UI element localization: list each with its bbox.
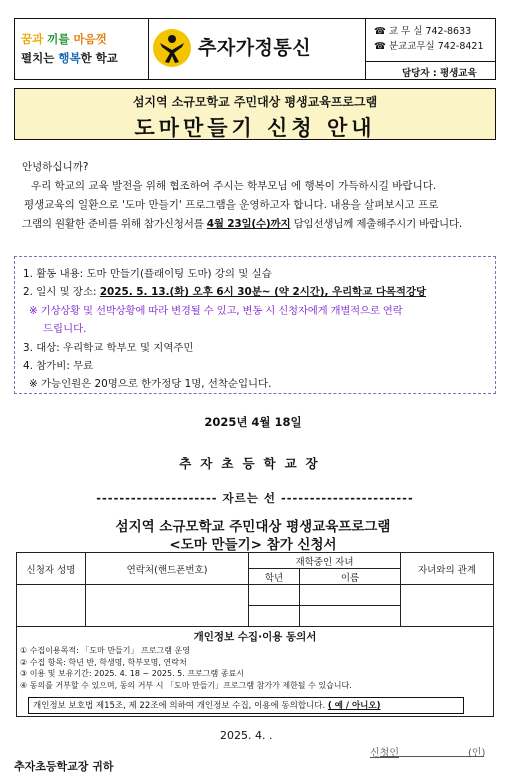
paragraph [22, 215, 488, 234]
manager-label: 담당자 : 평생교육 [365, 61, 495, 79]
form-title: 섬지역 소규모학교 주민대상 평생교육프로그램 [115, 519, 391, 535]
form-subtitle: <도마 만들기> 참가 신청서 [169, 537, 337, 553]
deadline: 4월 23일(수)까지 [206, 218, 291, 230]
phone-office: ☎ 교 무 실 742-8633 [374, 26, 472, 37]
paragraph-text: 그램의 원활한 준비를 위해 참가신청서를 [22, 218, 204, 230]
paragraph-text: 담임선생님께 제출해주시기 바랍니다. [293, 218, 463, 230]
school-slogan [15, 19, 149, 79]
detail-note: ※ 기상상황 및 선박상황에 따라 변경될 수 있고, 변동 시 신청자에게 개별적으로 연락 [29, 304, 403, 317]
consent-item: ③ 이용 및 보유기간: 2025. 4. 18 ~ 2025. 5. 프로그램 종료시 [20, 669, 244, 678]
school-logo-icon [152, 28, 192, 68]
paragraph: 우리 학교의 교육 발전을 위해 협조하여 주시는 학부모님 에 행복이 가득하시길 바랍니다. [31, 180, 437, 192]
consent-title: 개인정보 수집·이용 동의서 [193, 631, 317, 643]
input-contact[interactable] [86, 585, 249, 627]
banner-title: 도마만들기 신청 안내 [134, 116, 376, 140]
header-relation: 자녀와의 관계 [401, 553, 494, 585]
greeting: 안녕하십니까? [22, 161, 89, 173]
input-child-name[interactable] [300, 585, 401, 606]
slogan-word: 마음껏 [73, 32, 107, 46]
detail-value: 2025. 5. 13.(화) 오후 6시 30분~ (약 2시간), 우리학교 다목적강당 [99, 286, 427, 299]
header-contact: 연락처(핸드폰번호) [86, 553, 249, 585]
notice-banner [14, 88, 496, 140]
header-child-name: 이름 [300, 569, 401, 585]
input-grade[interactable] [249, 606, 300, 627]
slogan-word: 끼를 [47, 32, 70, 46]
detail-note: ※ 가능인원은 20명으로 한가정당 1명, 선착순입니다. [29, 378, 272, 391]
banner-subtitle: 섬지역 소규모학교 주민대상 평생교육프로그램 [132, 95, 378, 109]
phone-numbers [365, 19, 495, 61]
addressee: 추자초등학교장 귀하 [14, 760, 114, 773]
input-child-name[interactable] [300, 606, 401, 627]
consent-item: ④ 동의를 거부할 수 있으며, 동의 거부 시 「도마 만들기」프로그램 참가가 제한될 수 있습니다. [20, 680, 352, 690]
consent-list [20, 645, 498, 691]
detail-item: 3. 대상: 우리학교 학부모 및 지역주민 [23, 341, 194, 354]
slogan-word: 한 학교 [80, 51, 118, 65]
slogan-word: 펼치는 [21, 51, 55, 65]
consent-item: ① 수집이용목적: 「도마 만들기」 프로그램 운영 [20, 646, 190, 655]
letter-body [22, 158, 488, 234]
signature-date: 2025. 4. . [220, 729, 273, 742]
newsletter-header [14, 18, 496, 80]
cut-line: --------------------- 자르는 선 ----------------------- [96, 491, 414, 505]
detail-item: 4. 참가비: 무료 [23, 360, 94, 373]
detail-item [23, 283, 487, 301]
detail-item: 1. 활동 내용: 도마 만들기(플래이팅 도마) 강의 및 실습 [23, 268, 272, 280]
input-name[interactable] [17, 585, 86, 627]
detail-note: 드립니다. [43, 323, 87, 336]
school-principal: 추자초등학교장 [179, 456, 327, 471]
header-child: 재학중인 자녀 [249, 553, 401, 569]
consent-agreement [28, 697, 464, 714]
newsletter-title: 추자가정통신 [198, 37, 312, 59]
input-relation[interactable] [401, 585, 494, 627]
agreement-choice[interactable]: ( 예 / 아니오) [327, 701, 381, 711]
header-grade: 학년 [249, 569, 300, 585]
slogan-word: 꿈과 [21, 32, 44, 46]
seal-mark: (인) [468, 748, 486, 759]
paragraph: 평생교육의 일환으로 '도마 만들기' 프로그램을 운영하고자 합니다. 내용을 살펴보시고 프로 [24, 199, 439, 211]
input-grade[interactable] [249, 585, 300, 606]
applicant-label: 신청인 [370, 748, 399, 759]
phone-branch: ☎ 분교교무실 742-8421 [374, 41, 484, 52]
header-name: 신청자 성명 [17, 553, 86, 585]
slogan-word: 행복 [58, 51, 81, 65]
agreement-text: 개인정보 보호법 제15조, 제 22조에 의하여 개인정보 수집, 이용에 동의합니다. [33, 701, 326, 711]
program-details-box [14, 256, 496, 394]
detail-label: 2. 일시 및 장소: [23, 286, 97, 299]
issue-date: 2025년 4월 18일 [204, 415, 302, 429]
consent-item: ② 수집 항목: 학년 반, 학생명, 학부모명, 연락처 [20, 657, 187, 667]
